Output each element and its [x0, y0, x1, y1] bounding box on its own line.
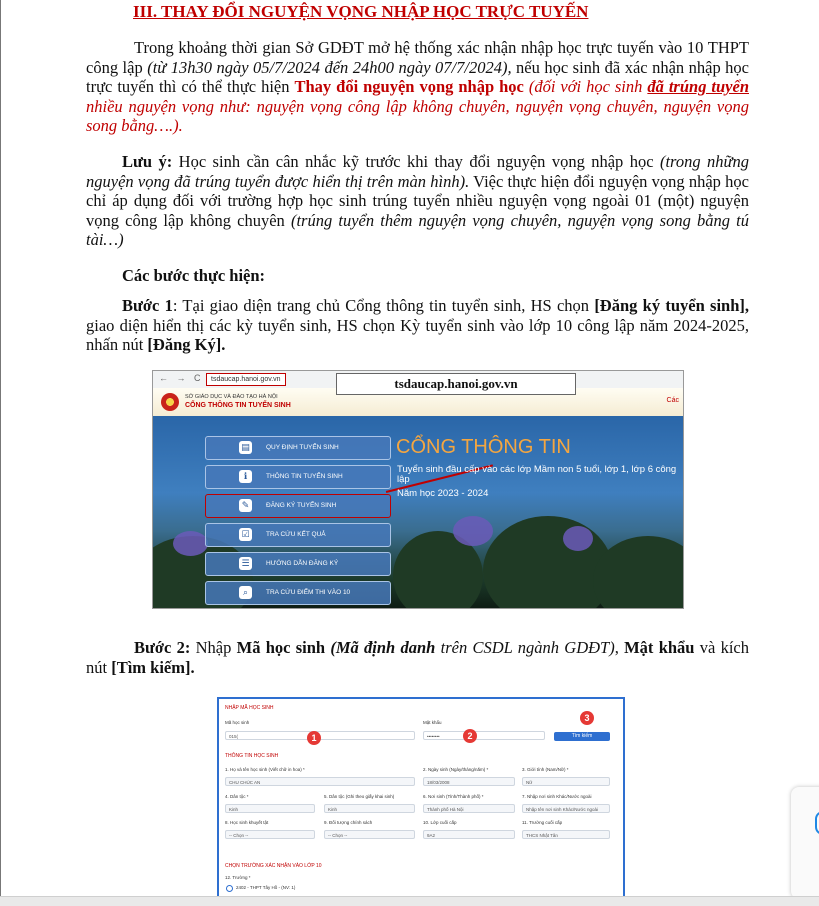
student-id-input[interactable]: 015( — [225, 731, 415, 740]
document-icon: ▤ — [239, 441, 252, 454]
note-label: Lưu ý: — [122, 152, 173, 171]
text-bold: [Đăng Ký]. — [147, 335, 226, 355]
guide-icon: ☰ — [239, 557, 252, 570]
text: Nhập — [190, 638, 237, 657]
org-name: SỞ GIÁO DỤC VÀ ĐÀO TẠO HÀ NỘI — [185, 394, 278, 400]
text-italic-red: nhiều nguyện vọng như: nguyện vọng công lập không chuyên, nguyện vọng chuyên, nguyện vọng song bằng….). — [86, 96, 749, 136]
text-italic: (từ 13h30 ngày 05/7/2024 đến 24h00 ngày 07/7/2024), — [147, 57, 512, 77]
steps-heading: Các bước thực hiện: — [122, 266, 266, 285]
text-bold: [Tìm kiếm]. — [111, 657, 195, 677]
text-bold: Mật khẩu — [624, 638, 695, 657]
menu-thong-tin[interactable] — [205, 465, 391, 489]
school-option-label: 2402 - THPT Tây Hồ - (NV: 1) — [236, 885, 296, 890]
text: , — [614, 638, 625, 657]
lookup-form-screenshot — [217, 697, 625, 900]
highlight-text: Thay đổi nguyện vọng nhập học — [294, 77, 524, 97]
menu-quy-dinh[interactable] — [205, 436, 391, 460]
paragraph-intro — [86, 38, 749, 136]
page-left-border — [0, 0, 1, 905]
text: Trong khoảng thời gian Sở GDĐT mở hệ thống xác nhận nhập học trực tuyến vào 10 THPT công lập — [86, 38, 749, 77]
flower-shape — [563, 526, 593, 551]
menu-label: HƯỚNG DẪN ĐĂNG KÝ — [266, 560, 339, 567]
url-callout: tsdaucap.hanoi.gov.vn — [336, 373, 576, 395]
flower-shape — [453, 516, 493, 546]
form-heading: NHẬP MÃ HỌC SINH — [225, 705, 274, 711]
text-italic: trên CSDL ngành GDĐT) — [435, 638, 615, 657]
portal-screenshot — [152, 370, 684, 609]
field-label: 3. Giới tính (Nam/Nữ) * — [522, 767, 569, 772]
field-label: 2. Ngày sinh (Ngày/tháng/năm) * — [423, 767, 489, 772]
text: giao diện hiển thị các kỳ tuyển sinh, HS chọn Kỳ tuyển sinh vào lớp 10 công lập năm 2024-2025, nhấn nút — [86, 315, 749, 355]
birthplace-select[interactable]: Thành phố Hà Nội — [423, 804, 515, 813]
other-birthplace-input[interactable]: Nhập tên nơi sinh Khác/Nước ngoài — [522, 804, 610, 813]
field-label: 5. Dân tộc (Ghi theo giấy khai sinh) — [324, 794, 395, 799]
info-icon: ℹ — [239, 470, 252, 483]
section-title: III. THAY ĐỔI NGUYỆN VỌNG NHẬP HỌC TRỰC TUYẾN — [133, 2, 589, 21]
menu-tra-cuu[interactable] — [205, 523, 391, 547]
ethnicity-birth-field[interactable]: Kinh — [324, 804, 415, 813]
paragraph-note — [86, 152, 749, 250]
class-field[interactable]: 9A2 — [423, 830, 515, 839]
step-badge: 2 — [463, 729, 477, 743]
text-italic-red: (đối với học sinh — [523, 77, 648, 97]
field-label: 12. Trường * — [225, 875, 251, 880]
hero-title: CỔNG THÔNG TIN — [396, 436, 571, 458]
text: và kích nút — [86, 638, 749, 677]
choose-school-heading: CHỌN TRƯỜNG XÁC NHẬN VÀO LỚP 10 — [225, 863, 322, 869]
register-icon: ✎ — [239, 499, 252, 512]
student-id-label: Mã học sinh — [225, 720, 250, 725]
text: Việc thực hiện đổi nguyện vọng nhập học chỉ áp dụng đối với trường hợp học sinh trúng tuyển nhiều nguyện vọng ngoài 01 (một) nguyện vọng công lập không chuyên — [86, 171, 749, 230]
step-badge: 1 — [307, 731, 321, 745]
field-label: 11. Trường cuối cấp — [522, 820, 563, 825]
menu-label: TRA CỨU KẾT QUẢ — [266, 531, 326, 538]
policy-select[interactable]: -- Chọn -- — [324, 830, 415, 839]
text-bold: Mã học sinh — [236, 638, 326, 657]
emblem-icon — [161, 393, 179, 411]
widget-icon — [815, 811, 819, 835]
password-label: Mật khẩu — [423, 720, 442, 725]
step-label: Bước 1 — [122, 296, 173, 315]
step-label: Bước 2: — [134, 638, 191, 657]
side-widget[interactable] — [791, 787, 819, 899]
field-label: 4. Dân tộc * — [225, 794, 249, 799]
lookup-icon: ☑ — [239, 528, 252, 541]
highlight-underlined: đã trúng tuyển — [647, 77, 749, 97]
hero-years: Năm học 2023 - 2024 — [397, 488, 489, 499]
portal-name: CỔNG THÔNG TIN TUYỂN SINH — [185, 402, 291, 409]
info-heading: THÔNG TIN HỌC SINH — [225, 753, 279, 759]
menu-label: TRA CỨU ĐIỂM THI VÀO 10 — [266, 589, 351, 596]
flower-shape — [173, 531, 208, 556]
school-field[interactable]: THCS Nhật Tân — [522, 830, 610, 839]
gender-select[interactable]: Nữ — [522, 777, 610, 786]
field-label: 6. Nơi sinh (Tỉnh/Thành phố) * — [423, 794, 484, 799]
hero-subtitle: Tuyển sinh đầu cấp vào các lớp Mầm non 5 tuổi, lớp 1, lớp 6 công lập — [397, 464, 677, 485]
text: Học sinh cần cân nhắc kỹ trước khi thay đổi nguyện vọng nhập học — [172, 152, 660, 171]
paragraph-step2 — [86, 638, 749, 677]
contact-link: Các — [666, 397, 679, 404]
field-label: 7. Nhập nơi sinh Khác/Nước ngoài — [522, 794, 592, 799]
field-label: 1. Họ và tên học sinh (Viết chữ in hoa) * — [225, 767, 305, 772]
field-label: 10. Lớp cuối cấp — [423, 820, 457, 825]
browser-nav-icons: ← → C — [159, 373, 204, 383]
text: : Tại giao diện trang chủ Cổng thông tin tuyển sinh, HS chọn — [172, 296, 595, 315]
menu-dang-ky[interactable] — [205, 494, 391, 518]
text-bold: [Đăng ký tuyển sinh], — [594, 296, 750, 315]
menu-label: ĐĂNG KÝ TUYỂN SINH — [266, 502, 337, 509]
menu-huong-dan[interactable] — [205, 552, 391, 576]
step-badge: 3 — [580, 711, 594, 725]
menu-label: THÔNG TIN TUYỂN SINH — [266, 473, 343, 480]
field-label: 8. Học sinh khuyết tật — [225, 820, 269, 825]
school-radio[interactable] — [226, 885, 233, 892]
search-button[interactable]: Tìm kiếm — [554, 732, 610, 741]
text-bold-italic: (Mã định danh — [325, 638, 436, 657]
field-label: 9. Đối tượng chính sách — [324, 820, 373, 825]
password-input[interactable]: •••••••• — [423, 731, 545, 740]
name-field[interactable]: CHU CHÚC AN — [225, 777, 415, 786]
address-bar: tsdaucap.hanoi.gov.vn — [206, 373, 286, 386]
ethnicity-select[interactable]: Kinh — [225, 804, 315, 813]
text-italic: (trong những nguyện vọng đã trúng tuyển được hiển thị trên màn hình). — [86, 152, 750, 191]
menu-label: QUY ĐỊNH TUYỂN SINH — [266, 444, 339, 451]
tree-shape — [483, 516, 613, 609]
dob-field[interactable]: 18/03/2008 — [423, 777, 515, 786]
paragraph-step1 — [86, 296, 749, 355]
disability-select[interactable]: -- Chọn -- — [225, 830, 315, 839]
text-italic: (trúng tuyển thêm nguyện vọng chuyên, nguyện vọng song bằng tú tài…) — [86, 210, 749, 250]
text: nếu học sinh đã xác nhận nhập học trực tuyến thì có thể thực hiện — [86, 57, 750, 97]
search-icon: ⌕ — [239, 586, 252, 599]
menu-diem-thi[interactable] — [205, 581, 391, 605]
